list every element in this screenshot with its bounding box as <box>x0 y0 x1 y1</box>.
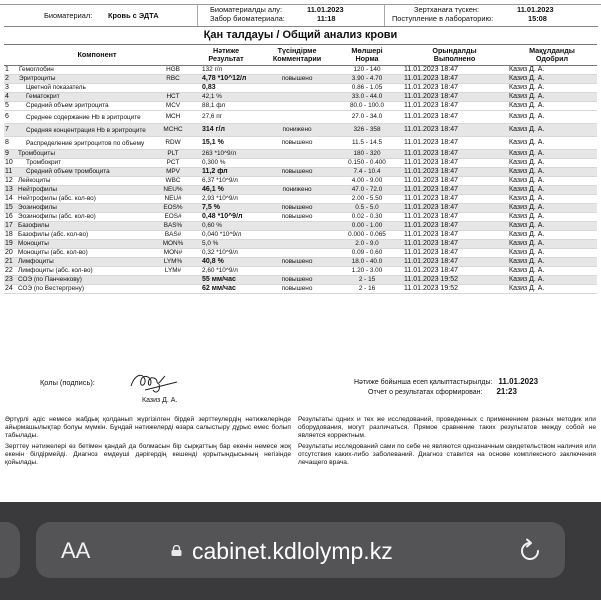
row-code: PCT <box>156 159 190 168</box>
row-code: MON% <box>156 240 190 249</box>
summary-date: 11.01.2023 <box>498 377 539 386</box>
row-approved: Казиз Д. А. <box>507 249 597 258</box>
footer-ru-2: Результаты исследований сами по себе не являются однозначным свидетельством наличия или отсутствия каких-либо заболеваний. Диагноз ставится на основе комплексного заключения лечащего врача. <box>298 443 596 466</box>
row-comment <box>262 249 332 258</box>
row-code: MPV <box>156 168 190 177</box>
table-row <box>4 213 597 222</box>
header-divider <box>384 4 385 26</box>
row-approved: Казиз Д. А. <box>507 111 597 124</box>
row-result: 263 *10^9/л <box>190 150 262 159</box>
row-component: Нейтрофилы (абс. кол-во) <box>16 195 156 204</box>
row-result: 0,32 *10^9/л <box>190 249 262 258</box>
signature-name: Казиз Д. А. <box>142 397 178 404</box>
row-norm: 0.150 - 0.400 <box>332 159 402 168</box>
row-component: Моноциты <box>16 240 156 249</box>
row-number: 13 <box>4 186 16 195</box>
row-approved: Казиз Д. А. <box>507 84 597 93</box>
row-norm: 4.00 - 9.00 <box>332 177 402 186</box>
row-approved: Казиз Д. А. <box>507 186 597 195</box>
row-component: Тромбокрит <box>16 159 156 168</box>
header-divider <box>197 4 198 26</box>
row-comment <box>262 222 332 231</box>
lock-icon <box>170 545 183 556</box>
row-result: 88,1 фл <box>190 102 262 111</box>
row-number: 23 <box>4 276 16 285</box>
row-result: 6,37 *10^9/л <box>190 177 262 186</box>
row-done: 11.01.2023 18:47 <box>402 195 507 204</box>
row-approved: Казиз Д. А. <box>507 102 597 111</box>
row-comment <box>262 111 332 124</box>
table-row <box>4 124 597 137</box>
table-row <box>4 249 597 258</box>
row-done: 11.01.2023 18:47 <box>402 84 507 93</box>
col-done: Орындалды Выполнено <box>402 45 507 66</box>
table-row <box>4 267 597 276</box>
row-comment: повышено <box>262 258 332 267</box>
row-component: Лимфоциты <box>16 258 156 267</box>
table-row <box>4 231 597 240</box>
row-approved: Казиз Д. А. <box>507 150 597 159</box>
row-number: 6 <box>4 111 16 124</box>
row-component: Эозинофилы <box>16 204 156 213</box>
row-comment: повышено <box>262 285 332 294</box>
table-row <box>4 186 597 195</box>
row-code: MCH <box>156 111 190 124</box>
col-approved: Мақұлданды Одобрил <box>507 45 597 66</box>
row-result: 2,60 *10^9/л <box>190 267 262 276</box>
row-code <box>156 285 190 294</box>
row-number: 4 <box>4 93 16 102</box>
row-comment <box>262 93 332 102</box>
report-title: Қан талдауы / Общий анализ крови <box>203 29 398 41</box>
row-component: Распределение эритроцитов по объему <box>16 137 156 150</box>
row-done: 11.01.2023 18:47 <box>402 124 507 137</box>
received-label-ru: Поступление в лабораторию: <box>392 14 494 23</box>
table-row <box>4 195 597 204</box>
row-approved: Казиз Д. А. <box>507 137 597 150</box>
row-norm: 80.0 - 100.0 <box>332 102 402 111</box>
collect-label-kz: Биоматериалды алу: <box>210 5 283 14</box>
row-result: 40,8 % <box>190 258 262 267</box>
row-approved: Казиз Д. А. <box>507 267 597 276</box>
row-done: 11.01.2023 18:47 <box>402 222 507 231</box>
table-row <box>4 66 597 75</box>
row-code: EOS# <box>156 213 190 222</box>
row-result: 42,1 % <box>190 93 262 102</box>
row-comment <box>262 84 332 93</box>
row-code <box>156 84 190 93</box>
row-done: 11.01.2023 18:47 <box>402 150 507 159</box>
col-component: Компонент <box>4 45 190 66</box>
row-approved: Казиз Д. А. <box>507 231 597 240</box>
table-row <box>4 177 597 186</box>
row-component: Лимфоциты (абс. кол-во) <box>16 267 156 276</box>
row-approved: Казиз Д. А. <box>507 124 597 137</box>
table-row <box>4 222 597 231</box>
row-number: 10 <box>4 159 16 168</box>
table-row <box>4 258 597 267</box>
row-approved: Казиз Д. А. <box>507 159 597 168</box>
row-norm: 2 - 16 <box>332 285 402 294</box>
row-code: RDW <box>156 137 190 150</box>
row-number: 3 <box>4 84 16 93</box>
row-code: HGB <box>156 66 190 75</box>
row-comment: повышено <box>262 276 332 285</box>
received-time: 15:08 <box>528 14 547 23</box>
footer-ru <box>298 416 596 470</box>
row-result: 4,78 *10^12/л <box>190 75 262 84</box>
row-norm: 0.09 - 0.60 <box>332 249 402 258</box>
row-component: Моноциты (абс. кол-во) <box>16 249 156 258</box>
row-comment <box>262 267 332 276</box>
row-done: 11.01.2023 18:47 <box>402 66 507 75</box>
row-approved: Казиз Д. А. <box>507 222 597 231</box>
row-code: EOS% <box>156 204 190 213</box>
footer-kz-1: Әртүрлі әдіс немесе жабдық қолданып жүргізілген бірдей зерттеулердің нәтижелерінде айырмашылықтар болуы мүмкін. Бұндай нәтижелерді өзара салыстыру дұрыс емес болып табылады. <box>5 416 291 439</box>
row-comment: повышено <box>262 168 332 177</box>
row-result: 132 г/л <box>190 66 262 75</box>
collect-label-ru: Забор биоматериала: <box>210 14 285 23</box>
row-component: СОЭ (по Панченкову) <box>16 276 156 285</box>
row-norm: 0.5 - 5.0 <box>332 204 402 213</box>
row-done: 11.01.2023 18:47 <box>402 159 507 168</box>
row-comment <box>262 231 332 240</box>
row-done: 11.01.2023 18:47 <box>402 240 507 249</box>
row-code: LYM# <box>156 267 190 276</box>
table-row <box>4 84 597 93</box>
col-comment: Түсіндірме Комментарии <box>262 45 332 66</box>
row-number: 12 <box>4 177 16 186</box>
row-code: LYM% <box>156 258 190 267</box>
row-norm: 2.0 - 9.0 <box>332 240 402 249</box>
table-row <box>4 276 597 285</box>
row-code: NEU# <box>156 195 190 204</box>
reload-icon[interactable] <box>517 538 543 564</box>
row-result: 11,2 фл <box>190 168 262 177</box>
row-done: 11.01.2023 18:47 <box>402 249 507 258</box>
row-component: СОЭ (по Вестергрену) <box>16 285 156 294</box>
row-code: NEU% <box>156 186 190 195</box>
row-norm: 120 - 140 <box>332 66 402 75</box>
row-number: 9 <box>4 150 16 159</box>
row-code: PLT <box>156 150 190 159</box>
row-result: 46,1 % <box>190 186 262 195</box>
row-approved: Казиз Д. А. <box>507 93 597 102</box>
table-row <box>4 111 597 124</box>
row-number: 14 <box>4 195 16 204</box>
row-number: 17 <box>4 222 16 231</box>
row-number: 20 <box>4 249 16 258</box>
row-norm: 326 - 358 <box>332 124 402 137</box>
row-result: 0,040 *10^9/л <box>190 231 262 240</box>
summary-line1: Нәтиже бойынша есеп қалыптастырылды: <box>354 379 493 386</box>
row-component: Нейтрофилы <box>16 186 156 195</box>
row-component: Цветной показатель <box>16 84 156 93</box>
table-row <box>4 285 597 294</box>
row-result: 0,60 % <box>190 222 262 231</box>
row-approved: Казиз Д. А. <box>507 285 597 294</box>
row-number: 5 <box>4 102 16 111</box>
row-number: 15 <box>4 204 16 213</box>
row-comment <box>262 66 332 75</box>
row-comment <box>262 102 332 111</box>
row-result: 15,1 % <box>190 137 262 150</box>
collect-time: 11:18 <box>317 14 336 23</box>
row-done: 11.01.2023 18:47 <box>402 177 507 186</box>
row-code: RBC <box>156 75 190 84</box>
row-norm: 33.0 - 44.0 <box>332 93 402 102</box>
row-comment <box>262 240 332 249</box>
signature-label: Қолы (подпись): <box>40 378 95 387</box>
row-result: 314 г/л <box>190 124 262 137</box>
results-table <box>4 44 597 294</box>
row-component: Средняя концентрация Hb в эритроците <box>16 124 156 137</box>
row-done: 11.01.2023 18:47 <box>402 137 507 150</box>
row-approved: Казиз Д. А. <box>507 276 597 285</box>
row-number: 18 <box>4 231 16 240</box>
row-comment: повышено <box>262 204 332 213</box>
row-done: 11.01.2023 18:47 <box>402 93 507 102</box>
row-code: MCHC <box>156 124 190 137</box>
row-comment: понижено <box>262 186 332 195</box>
col-norm: Мөлшері Норма <box>332 45 402 66</box>
row-number: 8 <box>4 137 16 150</box>
row-norm: 27.0 - 34.0 <box>332 111 402 124</box>
row-result: 0,48 *10^9/л <box>190 213 262 222</box>
row-result: 55 мм/час <box>190 276 262 285</box>
report-header <box>4 4 598 27</box>
footer-kz <box>5 416 291 470</box>
reader-settings-button[interactable] <box>61 540 90 562</box>
row-comment: понижено <box>262 124 332 137</box>
row-approved: Казиз Д. А. <box>507 75 597 84</box>
row-number: 11 <box>4 168 16 177</box>
row-norm: 47.0 - 72.0 <box>332 186 402 195</box>
row-component: Средний объем тромбоцита <box>16 168 156 177</box>
results-body <box>4 66 597 294</box>
row-component: Гемоглобин <box>16 66 156 75</box>
previous-tab-pill[interactable] <box>0 522 20 578</box>
row-result: 7,5 % <box>190 204 262 213</box>
row-result: 2,93 *10^9/л <box>190 195 262 204</box>
row-number: 2 <box>4 75 16 84</box>
row-component: Базофилы (абс. кол-во) <box>16 231 156 240</box>
row-done: 11.01.2023 19:52 <box>402 276 507 285</box>
row-done: 11.01.2023 18:47 <box>402 258 507 267</box>
footer-ru-1: Результаты одних и тех же исследований, проведенных с применением разных методик или оборудования, могут различаться. Прямое сравнение таких результатов между собой не является корректным. <box>298 416 596 439</box>
row-component: Эозинофилы (абс. кол-во) <box>16 213 156 222</box>
row-norm: 7.4 - 10.4 <box>332 168 402 177</box>
row-done: 11.01.2023 18:47 <box>402 102 507 111</box>
row-number: 7 <box>4 124 16 137</box>
row-component: Гематокрит <box>16 93 156 102</box>
row-norm: 3.90 - 4.70 <box>332 75 402 84</box>
collect-date: 11.01.2023 <box>307 5 344 14</box>
row-approved: Казиз Д. А. <box>507 177 597 186</box>
col-result: Нәтиже Результат <box>190 45 262 66</box>
row-result: 0,83 <box>190 84 262 93</box>
row-component: Среднее содержание Hb в эритроците <box>16 111 156 124</box>
row-number: 1 <box>4 66 16 75</box>
row-component: Базофилы <box>16 222 156 231</box>
row-comment: повышено <box>262 137 332 150</box>
row-norm: 2 - 15 <box>332 276 402 285</box>
row-done: 11.01.2023 18:47 <box>402 75 507 84</box>
row-done: 11.01.2023 18:47 <box>402 267 507 276</box>
row-norm: 0.02 - 0.30 <box>332 213 402 222</box>
signature-image <box>125 368 185 396</box>
row-component: Средний объем эритроцита <box>16 102 156 111</box>
row-done: 11.01.2023 18:47 <box>402 168 507 177</box>
row-approved: Казиз Д. А. <box>507 195 597 204</box>
row-comment <box>262 150 332 159</box>
row-number: 16 <box>4 213 16 222</box>
row-code: MON# <box>156 249 190 258</box>
row-approved: Казиз Д. А. <box>507 240 597 249</box>
row-done: 11.01.2023 18:47 <box>402 204 507 213</box>
row-result: 5,0 % <box>190 240 262 249</box>
row-comment: повышено <box>262 75 332 84</box>
row-code: MCV <box>156 102 190 111</box>
row-comment: повышено <box>262 213 332 222</box>
row-norm: 11.5 - 14.5 <box>332 137 402 150</box>
table-header-row <box>4 45 597 66</box>
row-norm: 2.00 - 5.50 <box>332 195 402 204</box>
summary-line2: Отчет о результатах сформирован: <box>368 389 483 396</box>
row-done: 11.01.2023 18:47 <box>402 231 507 240</box>
row-norm: 0.86 - 1.05 <box>332 84 402 93</box>
url-text[interactable]: cabinet.kdlolymp.kz <box>192 538 393 564</box>
row-comment <box>262 195 332 204</box>
row-result: 27,6 пг <box>190 111 262 124</box>
table-row <box>4 102 597 111</box>
report-summary <box>354 377 538 397</box>
table-row <box>4 75 597 84</box>
row-done: 11.01.2023 18:47 <box>402 186 507 195</box>
row-code <box>156 276 190 285</box>
row-component: Эритроциты <box>16 75 156 84</box>
footer-kz-2: Зерттеу нәтижелері өз бетімен қандай да болмасын бір сырқаттың бар екенін немесе жоқ екенін білдірмейді. Диагноз емдеуші дәрігердің кешенді қорытындысының негізінде қойылады. <box>5 443 291 466</box>
row-result: 62 мм/час <box>190 285 262 294</box>
row-result: 0,300 % <box>190 159 262 168</box>
row-done: 11.01.2023 18:47 <box>402 111 507 124</box>
row-norm: 180 - 320 <box>332 150 402 159</box>
row-number: 22 <box>4 267 16 276</box>
row-norm: 0.000 - 0.065 <box>332 231 402 240</box>
row-approved: Казиз Д. А. <box>507 258 597 267</box>
row-code: HCT <box>156 93 190 102</box>
biomaterial-label: Биоматериал: <box>44 11 93 20</box>
table-row <box>4 137 597 150</box>
row-code: WBC <box>156 177 190 186</box>
row-done: 11.01.2023 18:47 <box>402 213 507 222</box>
row-number: 24 <box>4 285 16 294</box>
received-date: 11.01.2023 <box>517 5 554 14</box>
row-norm: 0.00 - 1.00 <box>332 222 402 231</box>
row-approved: Казиз Д. А. <box>507 213 597 222</box>
row-approved: Казиз Д. А. <box>507 204 597 213</box>
row-code: BAS% <box>156 222 190 231</box>
table-row <box>4 159 597 168</box>
received-label-kz: Зертханаға түскен: <box>414 5 480 14</box>
row-approved: Казиз Д. А. <box>507 66 597 75</box>
row-code: BAS# <box>156 231 190 240</box>
row-comment <box>262 159 332 168</box>
table-row <box>4 93 597 102</box>
row-component: Лейкоциты <box>16 177 156 186</box>
aa-label: AA <box>61 538 91 563</box>
table-row <box>4 204 597 213</box>
biomaterial-value: Кровь с ЭДТА <box>108 11 159 20</box>
row-number: 21 <box>4 258 16 267</box>
row-norm: 18.0 - 40.0 <box>332 258 402 267</box>
row-component: Тромбоциты <box>16 150 156 159</box>
row-number: 19 <box>4 240 16 249</box>
table-row <box>4 168 597 177</box>
table-row <box>4 240 597 249</box>
row-approved: Казиз Д. А. <box>507 168 597 177</box>
row-comment <box>262 177 332 186</box>
row-norm: 1.20 - 3.00 <box>332 267 402 276</box>
summary-time: 21:23 <box>496 387 517 396</box>
row-done: 11.01.2023 19:52 <box>402 285 507 294</box>
table-row <box>4 150 597 159</box>
